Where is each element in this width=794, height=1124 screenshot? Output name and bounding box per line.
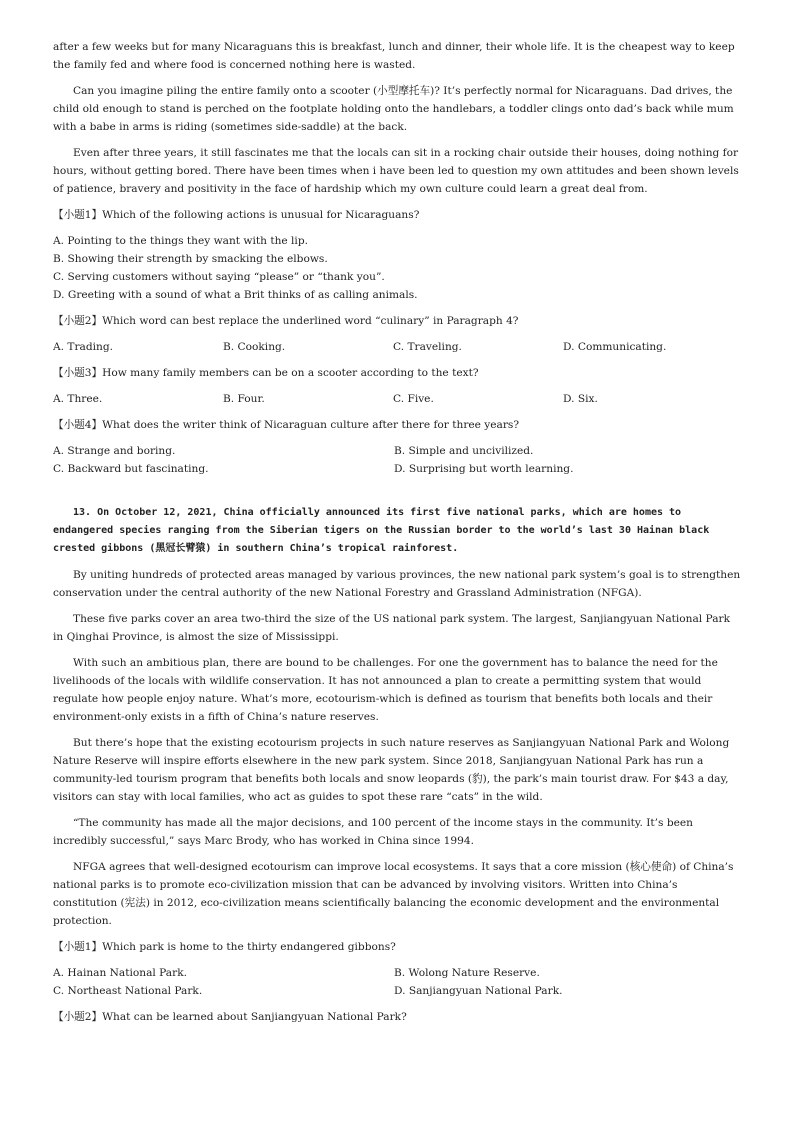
- passage2-paragraph-3: With such an ambitious plan, there are bound to be challenges. For one the government has to balance the need for the livelihoods of the locals with wildlife conservation. It has not announced a plan to create a permitting system that would regulate how people enjoy nature. What’s more, ecotourism-which is defined as tourism that benefits both locals and their environment-only exists in a fifth of China’s nature reserves.: [53, 657, 718, 723]
- passage1-paragraph-3: Even after three years, it still fascinates me that the locals can sit in a rocking chair outside their houses, doing nothing for hours, without getting bored. There have been times when i have been led to question my own attitudes and been shown levels of patience, bravery and positivity in the face of hardship which my own culture could learn a great deal from.: [53, 147, 739, 195]
- question-options: [53, 338, 743, 356]
- option-c: C. Traveling.: [393, 341, 462, 353]
- option-b: B. Showing their strength by smacking the elbows.: [53, 253, 328, 265]
- question-stem: 【小题3】How many family members can be on a scooter according to the text?: [53, 367, 479, 379]
- passage1-paragraph-2: Can you imagine piling the entire family onto a scooter (小型摩托车)? It’s perfectly normal for Nicaraguans. Dad drives, the child old enough to stand is perched on the footplate holding onto the handlebars, a toddler clings onto dad’s back while mum with a babe in arms is riding (sometimes side-saddle) at the back.: [53, 85, 734, 133]
- option-d: D. Surprising but worth learning.: [394, 463, 574, 475]
- option-a: A. Hainan National Park.: [53, 967, 187, 979]
- option-b: B. Simple and uncivilized.: [394, 445, 534, 457]
- option-c: C. Northeast National Park.: [53, 985, 203, 997]
- question-options: [53, 442, 743, 478]
- passage2-paragraph-2: These five parks cover an area two-third the size of the US national park system. The largest, Sanjiangyuan National Park in Qinghai Province, is almost the size of Mississippi.: [53, 613, 730, 643]
- question-options: [53, 964, 743, 1000]
- option-b: B. Wolong Nature Reserve.: [394, 967, 540, 979]
- option-b: B. Four.: [223, 393, 265, 405]
- question-stem: 【小题1】Which of the following actions is unusual for Nicaraguans?: [53, 209, 420, 221]
- passage2-paragraph-6: NFGA agrees that well-designed ecotourism can improve local ecosystems. It says that a core mission (核心使命) of China’s national parks is to promote eco-civilization mission that can be advanced by involving visitors. Written into China’s constitution (宪法) in 2012, eco-civilization means scientifically balancing the economic development and the environmental protection.: [53, 861, 734, 927]
- option-c: C. Backward but fascinating.: [53, 463, 209, 475]
- question-options: [53, 232, 743, 304]
- question-options: [53, 390, 743, 408]
- option-b: B. Cooking.: [223, 341, 286, 353]
- question-stem: 【小题4】What does the writer think of Nicaraguan culture after there for three years?: [53, 419, 520, 431]
- option-d: D. Six.: [563, 393, 598, 405]
- option-c: C. Five.: [393, 393, 434, 405]
- option-d: D. Sanjiangyuan National Park.: [394, 985, 563, 997]
- passage1-paragraph-1: after a few weeks but for many Nicaraguans this is breakfast, lunch and dinner, their whole life. It is the cheapest way to keep the family fed and where food is concerned nothing here is wasted.: [53, 41, 735, 71]
- option-a: A. Trading.: [53, 341, 113, 353]
- passage2-heading: 13. On October 12, 2021, China officially announced its first five national parks, which are homes to endangered species ranging from the Siberian tigers on the Russian border to the world’s last 30 Hainan black crested gibbons (黑冠长臂猿) in southern China’s tropical rainforest.: [53, 507, 710, 554]
- passage2-paragraph-1: By uniting hundreds of protected areas managed by various provinces, the new national park system’s goal is to strengthen conservation under the central authority of the new National Forestry and Grassland Administration (NFGA).: [53, 569, 741, 599]
- option-a: A. Strange and boring.: [53, 445, 176, 457]
- option-d: D. Greeting with a sound of what a Brit thinks of as calling animals.: [53, 289, 418, 301]
- passage2-paragraph-4: But there’s hope that the existing ecotourism projects in such nature reserves as Sanjiangyuan National Park and Wolong Nature Reserve will inspire efforts elsewhere in the new park system. Since 2018, Sanjiangyuan National Park has run a community-led tourism program that benefits both locals and snow leopards (豹), the park’s main tourist draw. For $43 a day, visitors can stay with local families, who act as guides to spot these rare “cats” in the wild.: [53, 737, 730, 803]
- option-d: D. Communicating.: [563, 341, 667, 353]
- option-a: A. Pointing to the things they want with the lip.: [53, 235, 308, 247]
- question-stem: 【小题1】Which park is home to the thirty endangered gibbons?: [53, 941, 396, 953]
- question-stem: 【小题2】Which word can best replace the underlined word “culinary” in Paragraph 4?: [53, 315, 519, 327]
- passage2-paragraph-5: “The community has made all the major decisions, and 100 percent of the income stays in the community. It’s been incredibly successful,” says Marc Brody, who has worked in China since 1994.: [53, 817, 693, 847]
- option-c: C. Serving customers without saying “please” or “thank you”.: [53, 271, 385, 283]
- question-stem: 【小题2】What can be learned about Sanjiangyuan National Park?: [53, 1011, 407, 1023]
- option-a: A. Three.: [53, 393, 103, 405]
- document-page: [53, 38, 743, 1034]
